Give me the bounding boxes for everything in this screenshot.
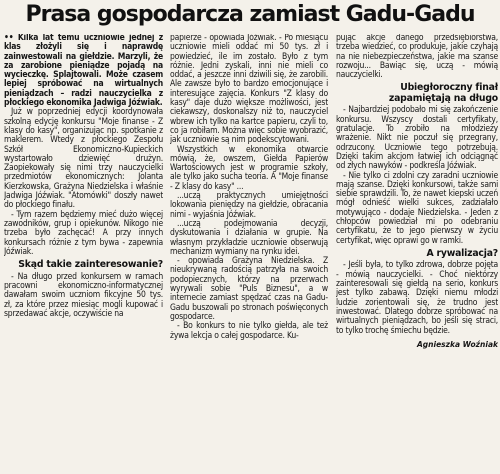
body-paragraph: ...uczą podejmowania decyzji, dyskutowania i działania w grupie. Na własnym przykładzie uczniowie obserwują mechanizm wymiany na rynku idei. bbox=[170, 218, 328, 257]
body-paragraph: Już w poprzedniej edycji koordynowała szkolną edycję konkursu "Moje finanse - Z klasy do kasy", organizując np. spotkanie z maklerem. Wtedy z płockiego Zespołu Szkół Ekonomiczno-Kupieckich wystartowało dziewięć drużyn. Zaopiekowały się nimi trzy nauczycielki przedmiotów ekonomicznych: Jolanta Kierzkowska, Grażyna Niedzielska i właśnie Jadwiga Jóźwiak. "Atomówki" doszły nawet do płockiego finału. bbox=[4, 107, 163, 211]
body-paragraph: - Najbardziej podobało mi się zakończenie konkursu. Wszyscy dostali certyfikaty, gratulacje. To zrobiło na młodzieży wrażenie. Nikt nie poczuł się przegrany, odrzucony. Uczniowie tego potrzebują. Dzięki takim akcjom łatwiej ich odciągnąć od złych nawyków - podkreśla Jóźwiak. bbox=[336, 105, 498, 172]
subheading: Skąd takie zainteresowanie? bbox=[18, 259, 163, 271]
article-column-3 bbox=[336, 34, 498, 474]
body-paragraph: - Na długo przed konkursem w ramach pracowni ekonomiczno-informatycznej dawałam swoim uczniom fikcyjne 50 tys. zł, za które przez miesiąc mogli kupować i sprzedawać akcje, oczywiście na bbox=[4, 271, 163, 319]
body-paragraph: pując akcje danego przedsiębiorstwa, trzeba wiedzieć, co produkuje, jakie czyhają na nie niebezpieczeństwa, jakie ma szanse rozwoju... Bawiąc się, uczą - mówią nauczycielki. bbox=[336, 34, 498, 81]
article-headline: Prasa gospodarcza zamiast Gadu-Gadu bbox=[25, 2, 475, 27]
body-paragraph: - opowiada Grażyna Niedzielska. Z nieukrywaną radością patrzyła na swoich podopiecznych, którzy na przerwach wyrywali sobie "Puls Biznesu", a w internecie zamiast spędzać czas na Gadu-Gadu buszowali po stronach poświęconych gospodarce. bbox=[170, 256, 328, 322]
body-paragraph: papierze - opowiada Jóźwiak. - Po miesiącu uczniowie mieli oddać mi 50 tys. zł i powiedzieć, ile im zostało. Było z tym różnie. Jedni zyskali, inni nie mieli co oddać, a jeszcze inni dziwili się, że zarobili. Ale zawsze było to bardzo emocjonujące i interesujące zajęcia. Konkurs "Z klasy do kasy" daje dużo większe możliwości, jest ciekawszy, doskonalszy niż to, nauczyciel wbrew ich tylko na kartce papieru, czyli to, co ja robiłam. Można więc sobie wyobrazić, jak uczniowie są nim podekscytowani. bbox=[170, 34, 328, 146]
lead-marker: •• bbox=[4, 34, 18, 43]
body-paragraph: Wszystkich w ekonomika otwarcie mówią, że, owszem, Giełda Papierów Wartościowych jest w programie szkoły, ale tylko jako sucha teoria. A "Moje finanse - Z klasy do kasy" ... bbox=[170, 144, 328, 192]
body-paragraph: - Jeśli była, to tylko zdrowa, dobrze pojęta - mówią nauczycielki. - Choć niektórzy zainteresowali się giełdą na serio, konkurs jest tylko zabawą. Dzięki niemu młodzi ludzie zorientowali się, że trudno jest inwestować. Dlatego dobrze spróbować na wirtualnych pieniądzach, bo jeśli się straci, to tylko trochę śmiechu będzie. bbox=[336, 260, 498, 336]
article-column-1 bbox=[4, 34, 163, 474]
body-paragraph: ...uczą praktycznych umiejętności lokowania pieniędzy na giełdzie, obracania nimi - wyjaśnia Jóźwiak. bbox=[170, 191, 328, 220]
byline: Agnieszka Woźniak bbox=[417, 339, 498, 349]
article-lead-text: Kilka lat temu uczniowie jednej z klas złożyli się i naprawdę zainwestowali na giełdzie. Marzyli, że za zarobione pieniądze pojadą na wycieczkę. Splajtowali. Może czasem lepiej spróbować na wirtualnych pieniądzach – radzi nauczycielka z płockiego ekonomika Jadwiga Jóźwiak. bbox=[4, 34, 163, 109]
article-column-2 bbox=[170, 34, 328, 474]
body-paragraph: - Tym razem będziemy mieć dużo więcej zawodników, grup i opiekunów. Nikogo nie trzeba było zachęcać! A przy innych konkursach różnie z tym bywa - zapewnia Jóźwiak. bbox=[4, 209, 163, 257]
subheading: A rywalizacja? bbox=[426, 247, 498, 259]
subheading: Ubiegłoroczny finał zapamiętają na długo bbox=[388, 82, 498, 104]
body-paragraph: - Nie tylko ci zdolni czy zaradni uczniowie mają szanse. Dzięki konkursowi, także sami siebie sprawdzili. To, że nawet kiepski uczeń mógł odnieść wielki sukces, zadziałało motywująco - dodaje Niedzielska. - Jeden z chłopców powiedział mi po odebraniu certyfikatu, że to jego pierwszy w życiu certyfikat, więc oprawi go w ramki. bbox=[336, 170, 498, 246]
article-lead bbox=[4, 34, 163, 108]
body-paragraph: - Bo konkurs to nie tylko giełda, ale też żywa lekcja o całej gospodarce. Ku- bbox=[170, 321, 328, 341]
